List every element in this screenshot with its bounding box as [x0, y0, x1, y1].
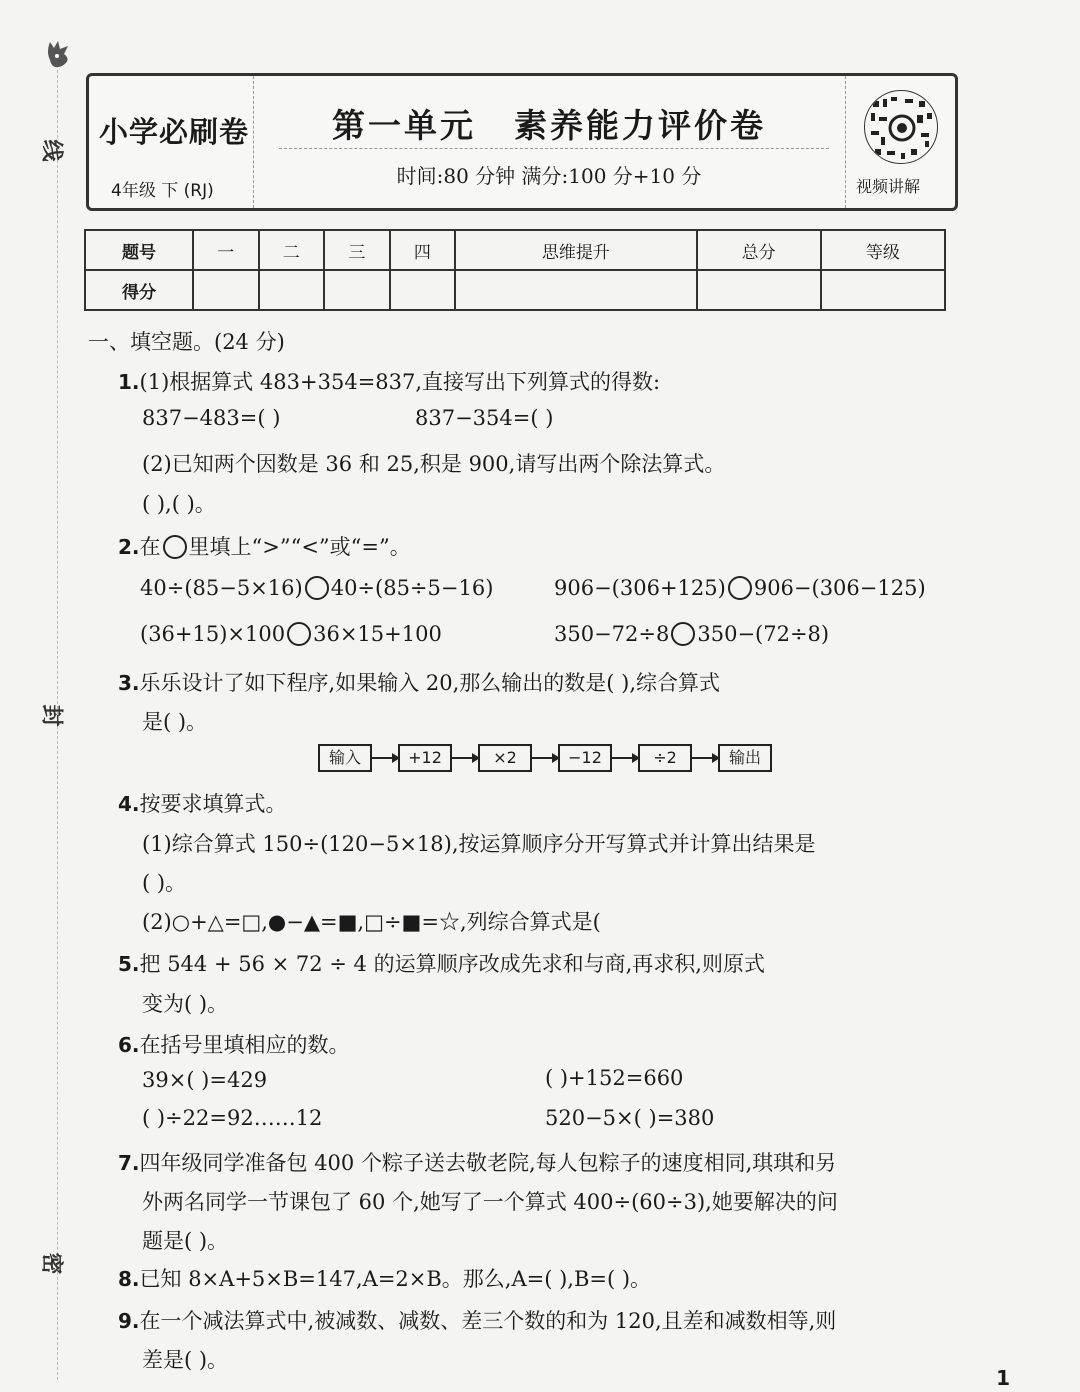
- score-cell[interactable]: [821, 270, 945, 310]
- q6-blank-2[interactable]: ( )+152=660: [545, 1066, 684, 1090]
- table-header-cell: 二: [259, 230, 325, 270]
- margin-char-seal: 封: [38, 704, 64, 727]
- question-text: 把 544 + 56 × 72 ÷ 4 的运算顺序改成先求和与商,再求积,则原式: [139, 952, 765, 976]
- q1-blank-2[interactable]: 837−354=( ): [415, 406, 554, 430]
- score-cell[interactable]: [455, 270, 696, 310]
- question-text: 里填上“>”“<”或“=”。: [188, 535, 411, 559]
- table-header-cell: 等级: [821, 230, 945, 270]
- expression: 350−72÷8: [554, 622, 670, 646]
- flow-box-add: +12: [398, 744, 452, 772]
- q6-blank-1[interactable]: 39×( )=429: [142, 1068, 268, 1092]
- question-9: [118, 1305, 836, 1335]
- table-header-cell: 题号: [85, 230, 193, 270]
- mascot-icon: [44, 38, 74, 74]
- question-number: 6.: [118, 1033, 140, 1057]
- time-score-info: 时间:80 分钟 满分:100 分+10 分: [396, 164, 702, 188]
- score-cell[interactable]: [697, 270, 821, 310]
- q3-blank[interactable]: 是( )。: [142, 710, 208, 734]
- circle-icon: [163, 535, 187, 559]
- header-left: [89, 76, 254, 208]
- grade-label: 4年级 下 (RJ): [111, 181, 214, 201]
- q6-blank-3[interactable]: ( )÷22=92……12: [142, 1106, 323, 1130]
- question-text: (2)已知两个因数是 36 和 25,积是 900,请写出两个除法算式。: [142, 452, 726, 476]
- question-text: 在括号里填相应的数。: [139, 1033, 350, 1057]
- compare-item: [140, 622, 442, 646]
- flow-box-input: 输入: [318, 744, 372, 772]
- expression: 40÷(85÷5−16): [330, 576, 494, 600]
- question-number: 2.: [118, 535, 140, 559]
- qr-code-icon[interactable]: [864, 90, 938, 164]
- score-cell[interactable]: [324, 270, 390, 310]
- flow-box-multiply: ×2: [478, 744, 532, 772]
- compare-item: [140, 576, 493, 600]
- page-title: [269, 100, 829, 147]
- question-number: 4.: [118, 792, 140, 816]
- q8-blanks[interactable]: 已知 8×A+5×B=147,A=2×B。那么,A=( ),B=( )。: [139, 1267, 652, 1291]
- expression: 906−(306+125): [554, 576, 726, 600]
- score-cell[interactable]: [193, 270, 259, 310]
- compare-circle[interactable]: [728, 576, 752, 600]
- arrow-icon: [692, 757, 718, 759]
- brand-title: 小学必刷卷: [99, 115, 250, 149]
- q4-blank-2[interactable]: (2)○+△=□,●−▲=■,□÷■=☆,列综合算式是(: [142, 910, 601, 934]
- arrow-icon: [612, 757, 638, 759]
- question-number: 8.: [118, 1267, 140, 1291]
- compare-circle[interactable]: [305, 576, 329, 600]
- q1-blank-1[interactable]: 837−483=( ): [142, 406, 281, 430]
- margin-char-secret: 密: [38, 1252, 64, 1275]
- q4-blank-1[interactable]: ( )。: [142, 871, 187, 895]
- arrow-icon: [452, 757, 478, 759]
- flow-box-divide: ÷2: [638, 744, 692, 772]
- flow-box-output: 输出: [718, 744, 772, 772]
- header-box: [86, 73, 958, 211]
- score-cell[interactable]: [390, 270, 456, 310]
- question-3: [118, 667, 720, 697]
- q1-blank-3[interactable]: ( ),( )。: [142, 492, 216, 516]
- question-text: 四年级同学准备包 400 个粽子送去敬老院,每人包粽子的速度相同,琪琪和另: [139, 1151, 837, 1175]
- compare-item: [554, 622, 829, 646]
- compare-item: [554, 576, 926, 600]
- q5-blank[interactable]: 变为( )。: [142, 992, 229, 1016]
- table-header-cell: 总分: [697, 230, 821, 270]
- question-text: 在一个减法算式中,被减数、减数、差三个数的和为 120,且差和减数相等,则: [139, 1309, 837, 1333]
- question-number: 3.: [118, 671, 140, 695]
- score-row-label: 得分: [85, 270, 193, 310]
- question-number: 5.: [118, 952, 140, 976]
- compare-circle[interactable]: [287, 622, 311, 646]
- question-text: (1)根据算式 483+354=837,直接写出下列算式的得数:: [139, 370, 661, 394]
- question-2: [118, 531, 411, 561]
- question-number: 1.: [118, 370, 140, 394]
- question-6: [118, 1029, 350, 1059]
- table-row: [85, 230, 945, 270]
- arrow-icon: [532, 757, 558, 759]
- unit-title: 第一单元: [332, 106, 476, 145]
- expression: 40÷(85−5×16): [140, 576, 303, 600]
- table-header-cell: 一: [193, 230, 259, 270]
- question-text: 在: [139, 535, 161, 559]
- expression: 906−(306−125): [753, 576, 926, 600]
- question-text: (1)综合算式 150÷(120−5×18),按运算顺序分开写算式并计算出结果是: [142, 832, 816, 856]
- table-header-cell: 思维提升: [455, 230, 696, 270]
- question-text: 外两名同学一节课包了 60 个,她写了一个算式 400÷(60÷3),她要解决的问: [142, 1190, 838, 1214]
- question-4: [118, 788, 287, 818]
- header-divider: [279, 148, 829, 149]
- page-number: 1: [996, 1366, 1010, 1390]
- table-header-cell: 四: [390, 230, 456, 270]
- table-row: [85, 270, 945, 310]
- table-header-cell: 三: [324, 230, 390, 270]
- flow-box-subtract: −12: [558, 744, 612, 772]
- question-8: [118, 1263, 651, 1293]
- question-text: 乐乐设计了如下程序,如果输入 20,那么输出的数是( ),综合算式: [139, 671, 720, 695]
- section-heading: 一、填空题。(24 分): [88, 330, 285, 354]
- question-7: [118, 1147, 836, 1177]
- expression: (36+15)×100: [140, 622, 286, 646]
- score-table: [84, 229, 946, 311]
- margin-char-line: 线: [38, 139, 64, 162]
- q9-blank[interactable]: 差是( )。: [142, 1348, 229, 1372]
- expression: 350−(72÷8): [697, 622, 830, 646]
- video-explain-label: 视频讲解: [856, 177, 921, 196]
- question-5: [118, 948, 765, 978]
- question-number: 7.: [118, 1151, 140, 1175]
- q7-blank[interactable]: 题是( )。: [142, 1229, 229, 1253]
- expression: 36×15+100: [313, 622, 442, 646]
- question-text: 按要求填算式。: [139, 792, 287, 816]
- question-number: 9.: [118, 1309, 140, 1333]
- compare-circle[interactable]: [671, 622, 695, 646]
- q6-blank-4[interactable]: 520−5×( )=380: [545, 1106, 715, 1130]
- question-1: [118, 366, 660, 396]
- score-cell[interactable]: [259, 270, 325, 310]
- exam-title: 素养能力评价卷: [514, 106, 766, 145]
- arrow-icon: [372, 757, 398, 759]
- header-right: [845, 76, 955, 208]
